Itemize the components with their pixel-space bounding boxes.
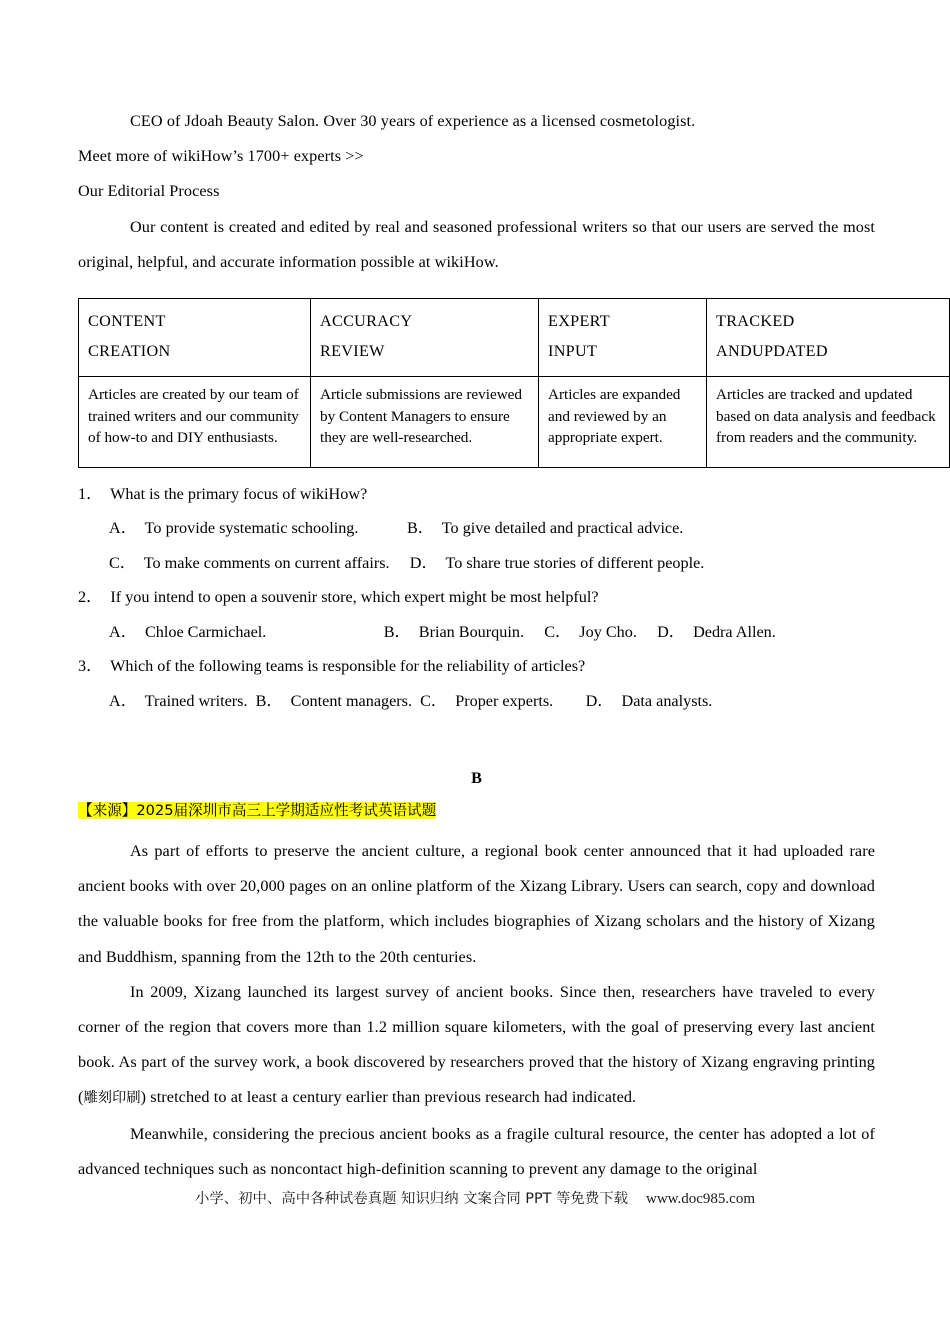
question-2-options-row-1[interactable]: A． Chloe Carmichael. B． Brian Bourquin. C． Joy Cho. D． Dedra Allen.: [109, 622, 776, 641]
table-header-line1: CONTENT: [88, 312, 166, 331]
passage-a-tail: [78, 104, 875, 280]
table-header-line2: ANDUPDATED: [716, 342, 828, 361]
footer-watermark: [0, 1187, 950, 1208]
question-3-stem: 3． Which of the following teams is responsible for the reliability of articles?: [78, 657, 586, 676]
expert-bio-line: CEO of Jdoah Beauty Salon. Over 30 years of experience as a licensed cosmetologist.: [130, 112, 696, 130]
questions-list: [78, 477, 875, 719]
table-header-line2: REVIEW: [320, 342, 385, 361]
meet-experts-link[interactable]: Meet more of wikiHow’s 1700+ experts >>: [78, 147, 364, 166]
question-1-stem: 1． What is the primary focus of wikiHow?: [78, 484, 368, 503]
table-header-line2: INPUT: [548, 342, 598, 361]
table-header-content-creation: [79, 299, 311, 377]
question-1-options-row-2[interactable]: C． To make comments on current affairs. D． To share true stories of different people.: [109, 553, 705, 572]
section-b-paragraph-2-part1: In 2009, Xizang launched its largest survey of ancient books. Since then, researchers have traveled to every corner of the region that covers more than 1.2 million square kilometers, with the goal of preserving every last ancient book. As part of the survey work, a book discovered by researchers proved that the history of Xizang engraving printing (: [78, 982, 875, 1107]
table-body-row: [79, 377, 950, 468]
footer-url[interactable]: www.doc985.com: [645, 1191, 755, 1207]
table-header-line1: TRACKED: [716, 312, 795, 331]
table-cell-accuracy-review: Article submissions are reviewed by Content Managers to ensure they are well-researched.: [311, 377, 539, 468]
table-cell-tracked-andupdated: Articles are tracked and updated based on data analysis and feedback from readers and the community.: [707, 377, 950, 468]
table-header-expert-input: [539, 299, 707, 377]
table-header-line1: EXPERT: [548, 312, 610, 331]
table-header-row: [79, 299, 950, 377]
section-b-paragraph-3: Meanwhile, considering the precious ancient books as a fragile cultural resource, the center has adopted a lot of advanced techniques such as noncontact high-definition scanning to prevent any damage to the original: [78, 1124, 875, 1178]
table-cell-content-creation: Articles are created by our team of trained writers and our community of how-to and DIY enthusiasts.: [79, 377, 311, 468]
source-citation-highlight: 【来源】2025届深圳市高三上学期适应性考试英语试题: [78, 802, 437, 820]
table-header-line1: ACCURACY: [320, 312, 413, 331]
table-header-line2: CREATION: [88, 342, 171, 361]
editorial-process-heading: Our Editorial Process: [78, 182, 220, 201]
question-3-options-row-1[interactable]: A． Trained writers. B． Content managers. C． Proper experts. D． Data analysts.: [109, 691, 713, 710]
table-header-accuracy-review: [311, 299, 539, 377]
editorial-process-table: [78, 298, 950, 468]
question-2-stem: 2． If you intend to open a souvenir store, which expert might be most helpful?: [78, 588, 599, 607]
footer-text: 小学、初中、高中各种试卷真题 知识归纳 文案合同 PPT 等免费下载: [194, 1191, 628, 1207]
source-citation: [78, 796, 875, 825]
table-cell-expert-input: Articles are expanded and reviewed by an appropriate expert.: [539, 377, 707, 468]
section-b-paragraph-1: As part of efforts to preserve the ancient culture, a regional book center announced that it had uploaded rare ancient books with over 20,000 pages on an online platform of the Xizang Library. Users can search, copy and download the valuable books for free from the platform, which includes biographies of Xizang scholars and the history of Xizang and Buddhism, spanning from the 12th to the 20th centuries.: [78, 842, 875, 966]
editorial-process-body: Our content is created and edited by real and seasoned professional writers so that our users are served the most original, helpful, and accurate information possible at wikiHow.: [78, 217, 875, 271]
question-1-options-row-1[interactable]: A． To provide systematic schooling. B． To give detailed and practical advice.: [109, 519, 684, 538]
page-content: [78, 104, 936, 1187]
section-b-paragraph-2-part2: ) stretched to at least a century earlier than previous research had indicated.: [140, 1088, 637, 1107]
section-b-paragraph-2: [78, 975, 875, 1117]
section-b-paragraph-2-chinese-gloss: 雕刻印刷: [83, 1090, 141, 1107]
section-b-body: [78, 834, 875, 1187]
section-b-title: B: [471, 769, 482, 788]
table-header-tracked-andupdated: [707, 299, 950, 377]
